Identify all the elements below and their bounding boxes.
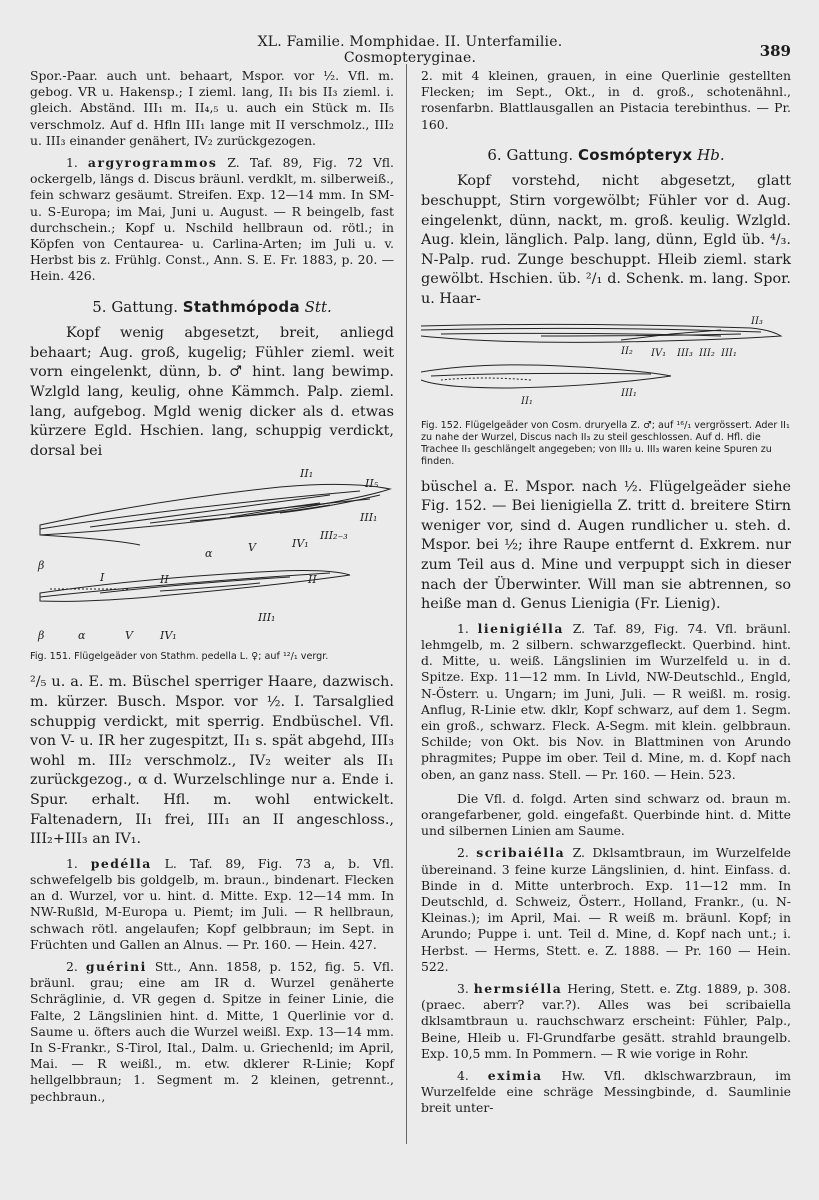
species-text: Hw. Vfl. dklschwarzbraun, im Wurzelfelde eine schräge Messingbinde, d. Saumlinie breit unter- — [421, 1068, 791, 1116]
genus-author: Hb. — [697, 145, 725, 164]
vein-label: III₃ — [677, 347, 693, 359]
species-entry — [30, 959, 394, 1105]
species-text: L. Taf. 89, Fig. 73 a, b. Vfl. schwefelgelb bis goldgelb, m. braun., bindenart. Flecken an d. Wurzel, vor u. hint. d. Mitte. Exp. 12—14 mm. In NW-Rußld, M-Europa u. Piemt; im Juli. — R hellbraun, schwach rötl. angelaufen; Kopf gelbbraun; im Sept. in Früchten und Gallen an Alnus. — Pr. 160. — Hein. 427. — [30, 855, 394, 952]
page-number: 389 — [759, 42, 791, 60]
vein-label: II₃ — [751, 315, 763, 327]
paragraph: büschel a. E. Mspor. nach ½. Flügelgeäder siehe Fig. 152. — Bei lienigiella Z. tritt d. breitere Stirn weniger vor, sind d. Augen rundlicher u. steh. d. Mspor. bei ½; ihre Raupe entfernt d. Exkrem. nur zum Teil aus d. Mine und verpuppt sich in dieser nach der Überwinter. Will man sie abtrennen, so heiße man d. Genus Lienigia (Fr. Lienig). — [421, 478, 791, 613]
vein-label: II — [308, 573, 317, 587]
vein-label: III₁ — [360, 511, 378, 525]
vein-label: II — [160, 573, 169, 587]
paragraph: ²/₅ u. a. E. m. Büschel sperriger Haare, dazwisch. m. kürzer. Busch. Mspor. vor ½. I. Tarsalglied schuppig verdickt, mit sperrig. Endbüschel. Vfl. von V- u. IR her zugespitzt, II₁ s. spät abgehd, III₃ wohl m. III₂ verschmolz., IV₂ weiter als II₁ zurückgezog., α d. Wurzelschlinge nur a. Ende i. Spur. erhalt. Hfl. m. wohl entwickelt. Faltenadern, II₁ frei, III₁ an II angeschloss., III₂+III₃ an IV₁. — [30, 674, 394, 848]
genus-name: Cosmópteryx — [577, 145, 693, 164]
vein-label: III₁ — [621, 387, 637, 399]
species-name: argyrogrammos — [87, 155, 218, 171]
species-number: 1. — [457, 620, 469, 636]
species-text: Z. Taf. 89, Fig. 72 Vfl. ockergelb, längs d. Discus bräunl. verdklt, m. silberweiß., fein schwarz gesäumt. Streifen. Exp. 12—14 mm. In SM- u. S-Europa; im Mai, Juni u. August. — R beingelb, fast durchschein.; Kopf u. Nschild hellbraun od. rötl.; in Köpfen von Centaurea- u. Carlina-Arten; im Juli u. v. Herbst bis z. Frühlg. Const., Ann. S. E. Fr. 1883, p. 20. — Hein. 426. — [30, 155, 394, 284]
paragraph: Die Vfl. d. folgd. Arten sind schwarz od. braun m. orangefarbener, gold. eingefaßt. Querbinde hint. d. Mitte und silbernen Linien am Saume. — [421, 790, 791, 839]
species-number: 1. — [66, 855, 78, 871]
species-text: Z. Dklsamtbraun, im Wurzelfelde übereinand. 3 feine kurze Längslinien, d. hint. Einfass. d. Binde in d. Mitte unterbroch. Exp. 11—12 mm. In Deutschld, d. Schweiz, Österr., Holland, Frankr., (u. N-Kleinas.); im April, Mai. — R weiß m. bräunl. Kopf; in Arundo; Puppe i. unt. Teil d. Mine, d. Kopf nach unt.; i. Herbst. — Herms, Stett. e. Z. 1888. — Pr. 160 — Hein. 522. — [421, 845, 791, 974]
genus-author: Stt. — [304, 297, 332, 316]
figure-caption: Fig. 152. Flügelgeäder von Cosm. druryella Z. ♂; auf ¹⁶/₁ vergrössert. Ader II₁ zu nahe der Wurzel, Discus nach II₃ zu steil geschlossen. Auf d. Hfl. die Trachee II₁ geschlängelt angegeben; von III₂ u. III₃ waren keine Spuren zu finden. — [421, 419, 790, 467]
genus-heading — [30, 299, 394, 317]
figure-caption: Fig. 151. Flügelgeäder von Stathm. pedella L. ♀; auf ¹²/₁ vergr. — [30, 651, 329, 663]
figure-labels — [37, 467, 379, 642]
vein-label: IV₁ — [292, 537, 309, 551]
species-name: eximia — [487, 1068, 543, 1083]
species-name: scribaiélla — [476, 845, 566, 861]
vein-label: IV₁ — [160, 629, 177, 643]
species-entry — [421, 845, 791, 975]
species-number: 4. — [457, 1068, 469, 1083]
vein-label: II₁ — [300, 467, 314, 481]
paragraph: 2. mit 4 kleinen, grauen, in eine Querlinie gestellten Flecken; im Sept., Okt., in d. groß., schotenähnl., rosenfarbn. Blattlausgallen an Pistacia terebinthus. — Pr. 160. — [421, 68, 791, 132]
paragraph: Spor.-Paar. auch unt. behaart, Mspor. vor ½. Vfl. m. gebog. VR u. Hakensp.; I zieml. lang, II₁ bis II₃ zieml. i. gleich. Abständ. III₁ m. II₄,₅ u. auch ein Stück m. II₅ verschmolz. Auf d. Hfln III₁ lange mit II verschmolz., III₂ u. III₃ einander genähert, IV₂ zurückgezogen. — [30, 68, 394, 148]
genus-name: Stathmópoda — [182, 297, 300, 316]
species-number: 2. — [66, 958, 78, 974]
species-text: Stt., Ann. 1858, p. 152, fig. 5. Vfl. bräunl. grau; eine am IR d. Wurzel genäherte Schräglinie, d. VR gegen d. Spitze in feiner Linie, die Falte, 2 Längslinien hint. d. Mitte, 1 Querlinie vor d. Saume u. öfters auch die Wurzel weißl. Exp. 13—14 mm. In S-Frankr., S-Tirol, Ital., Dalm. u. Griechenld; im April, Mai. — R weißl., m. etw. dklerer R-Linie; Kopf hellgelbbraun; 1. Segment m. 2 kleinen, getrennt., pechbraun., — [30, 958, 394, 1104]
vein-label: III₂₋₃ — [320, 529, 348, 543]
genus-heading — [421, 147, 791, 165]
vein-label: III₂ — [699, 347, 715, 359]
vein-label: V — [248, 541, 256, 555]
running-head: XL. Familie. Momphidae. II. Unterfamilie. Cosmopteryginae. — [257, 34, 563, 66]
species-entry — [30, 155, 394, 285]
species-text: Z. Taf. 89, Fig. 74. Vfl. bräunl. lehmgelb, m. 2 silbern. schwarzgefleckt. Querbind. hint. d. Mitte, u. weiß. Längslinien im Wurzelfeld u. in d. Spitze. Exp. 11—12 mm. In Livld, NW-Deutschld., Engld, N-Österr. u. Ungarn; im Juni, Juli. — R weißl. m. rosig. Anflug, R-Linie etw. dklr, Kopf schwarz, auf dem 1. Segm. ein groß., schwarz. Fleck. A-Segm. mit klein. gelbbraun. Schilde; von Okt. bis Nov. in Blattminen von Arundo phragmites; Puppe im ober. Teil d. Mine, m. d. Kopf nach oben, an ganz nass. Stell. — Pr. 160. — Hein. 523. — [421, 620, 791, 782]
species-entry — [421, 1068, 791, 1117]
vein-label: α — [205, 547, 213, 561]
vein-label: II₅ — [365, 477, 379, 491]
figure-151-wing-venation — [30, 465, 394, 645]
species-name: pedélla — [90, 855, 152, 871]
species-name: hermsiélla — [473, 980, 563, 996]
species-entry — [421, 981, 791, 1062]
species-name: lienigiélla — [477, 620, 564, 636]
vein-label: IV₁ — [651, 347, 667, 359]
vein-label: III₁ — [258, 611, 276, 625]
species-entry — [30, 856, 394, 953]
paragraph: Kopf vorstehd, nicht abgesetzt, glatt beschuppt, Stirn vorgewölbt; Fühler vor d. Aug. eingelenkt, dünn, nackt, m. groß. keulig. Wzlgld. Aug. klein, länglich. Palp. lang, dünn, Egld üb. ⁴/₃. N-Palp. rud. Zunge beschuppt. Hleib zieml. stark gewölbt. Hschien. üb. ²/₁ d. Schenk. m. lang. Spor. u. Haar- — [421, 173, 791, 307]
right-column — [421, 68, 791, 1117]
vein-label: α — [78, 629, 86, 643]
genus-number: 5. Gattung. — [92, 297, 178, 316]
species-number: 2. — [457, 845, 469, 861]
species-number: 3. — [457, 980, 469, 996]
column-rule — [406, 64, 407, 1144]
vein-label: V — [125, 629, 133, 643]
vein-label: II₂ — [621, 345, 633, 357]
vein-label: I — [100, 571, 105, 585]
species-entry — [421, 621, 791, 783]
species-text: Hering, Stett. e. Ztg. 1889, p. 308. (praec. aberr? var.?). Alles was bei scribaiella dklsamtbraun u. rauchschwarz erscheint: Fühler, Palp., Beine, Hleib u. Fl-Grundfarbe gesätt. strahld braungelb. Exp. 10,5 mm. In Pommern. — R wie vorige in Rohr. — [421, 980, 791, 1061]
vein-label: β — [38, 559, 45, 573]
vein-label: III₁ — [721, 347, 737, 359]
paragraph: Kopf wenig abgesetzt, breit, anliegd behaart; Aug. groß, kugelig; Fühler zieml. weit vorn eingelenkt, dünn, b. ♂ hint. lang bewimp. Wzlgld lang, keulig, ohne Kämmch. Palp. zieml. lang, aufgebog. Mgld wenig dicker als d. etwas kürzere Egld. Hschien. lang, schuppig verdickt, dorsal bei — [30, 325, 394, 459]
vein-label: β — [38, 629, 45, 643]
figure-labels — [520, 316, 763, 407]
vein-label: II₁ — [521, 395, 533, 407]
left-column — [30, 68, 394, 1105]
figure-152-wing-venation — [421, 314, 791, 414]
genus-number: 6. Gattung. — [487, 145, 574, 164]
species-name: guérini — [85, 958, 147, 974]
species-number: 1. — [66, 155, 78, 171]
